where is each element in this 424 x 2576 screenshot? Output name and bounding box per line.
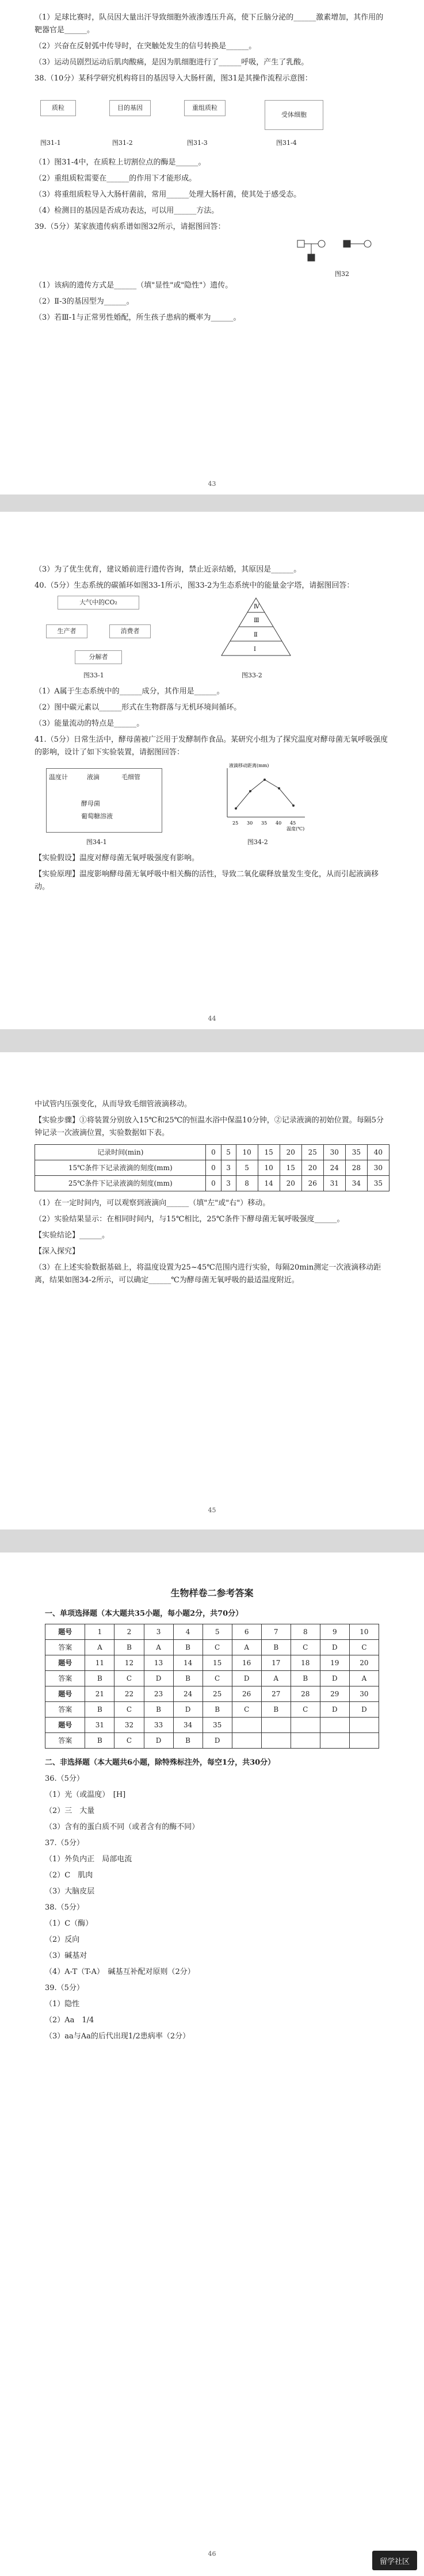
page-number: 45 — [208, 1506, 216, 1514]
row-label: 25℃条件下记录液滴的刻度(mm) — [35, 1176, 206, 1191]
answer-cell: B — [85, 1733, 114, 1749]
apparatus-label: 葡萄糖溶液 — [81, 812, 113, 820]
answer-cell: 3 — [144, 1624, 173, 1640]
fig33-1-label: 图33-1 — [83, 672, 104, 679]
q39-line: （3）若Ⅲ-1与正常男性婚配，所生孩子患病的概率为______。 — [35, 313, 241, 322]
table-header: 25 — [301, 1145, 323, 1160]
table-cell: 28 — [345, 1160, 367, 1176]
answer-cell: 9 — [320, 1624, 349, 1640]
answer-cell: 2 — [114, 1624, 144, 1640]
figure-32 — [35, 237, 389, 277]
answer-cell: 5 — [203, 1624, 232, 1640]
answer-cell — [320, 1733, 349, 1749]
answer-line: （4）A-T（T-A） 碱基互补配对原则（2分） — [45, 1968, 195, 1976]
answer-cell: 12 — [114, 1655, 144, 1671]
answer-cell: 6 — [232, 1624, 261, 1640]
apparatus-label: 温度计 — [49, 773, 68, 781]
answer-cell — [232, 1718, 261, 1733]
page-number: 44 — [208, 1015, 216, 1022]
table-cell: 24 — [323, 1160, 345, 1176]
fig33-2-label: 图33-2 — [242, 672, 262, 679]
answer-cell: 13 — [144, 1655, 173, 1671]
answer-cell: 14 — [173, 1655, 203, 1671]
answer-cell: 34 — [173, 1718, 203, 1733]
answer-cell: B — [144, 1702, 173, 1718]
answer-cell: B — [291, 1671, 320, 1686]
row-label: 答案 — [45, 1702, 85, 1718]
fig31-box-4: 受体细胞 — [265, 100, 323, 130]
answer-cell: 21 — [85, 1686, 114, 1702]
answer-line: （2）C 肌肉 — [45, 1871, 93, 1880]
x-tick: 30 — [247, 821, 253, 826]
answer-cell: 25 — [203, 1686, 232, 1702]
table-cell: 30 — [367, 1160, 389, 1176]
table-header: 15 — [258, 1145, 280, 1160]
answer-cell: C — [114, 1671, 144, 1686]
fig31-label-2: 图31-2 — [112, 139, 133, 147]
answer-line: （3）大脑皮层 — [45, 1887, 95, 1896]
page-2 — [0, 512, 424, 1029]
fig32-label: 图32 — [335, 270, 349, 278]
page-number: 46 — [208, 2550, 216, 2558]
data-table — [35, 1144, 389, 1191]
table-cell: 0 — [206, 1160, 221, 1176]
question-line: 【深入探究】 — [35, 1247, 80, 1256]
answer-cell: B — [173, 1733, 203, 1749]
site-logo: 留学社区 — [372, 2551, 417, 2570]
fig31-label-1: 图31-1 — [40, 139, 61, 147]
answer-cell — [291, 1718, 320, 1733]
answer-cell: C — [232, 1702, 261, 1718]
answer-line: （1）外负内正 局部电流 — [45, 1855, 132, 1864]
table-header: 0 — [206, 1145, 221, 1160]
q39-line: （1）该病的遗传方式是______（填"显性"或"隐性"）遗传。 — [35, 281, 233, 290]
fig31-box-3: 重组质粒 — [184, 100, 226, 116]
answer-row — [45, 1655, 379, 1671]
x-tick: 35 — [261, 821, 268, 826]
table-cell: 20 — [301, 1160, 323, 1176]
answer-cell — [349, 1733, 379, 1749]
table-header: 记录时间(min) — [35, 1145, 206, 1160]
answer-cell: D — [144, 1671, 173, 1686]
row-label: 题号 — [45, 1655, 85, 1671]
answer-cell: C — [349, 1640, 379, 1655]
answer-cell: 24 — [173, 1686, 203, 1702]
table-cell: 20 — [280, 1176, 301, 1191]
answer-cell: B — [85, 1702, 114, 1718]
answer-cell: D — [173, 1702, 203, 1718]
answer-cell — [291, 1733, 320, 1749]
table-cell: 10 — [258, 1160, 280, 1176]
answer-line: 38.（5分） — [45, 1903, 84, 1912]
fig31-box-1: 质粒 — [40, 100, 76, 116]
page-separator — [0, 1529, 424, 1552]
answer-line: （1）C（酶） — [45, 1919, 93, 1928]
apparatus-label: 毛细管 — [121, 773, 140, 781]
answer-line: （2）反向 — [45, 1935, 80, 1944]
q40-intro: 40.（5分）生态系统的碳循环如图33-1所示，图33-2为生态系统中的能量金字塔，请据图回答： — [35, 581, 354, 590]
table-cell: 31 — [323, 1176, 345, 1191]
answer-cell: B — [173, 1640, 203, 1655]
answer-cell: A — [232, 1640, 261, 1655]
q40-line: （3）能量流动的特点是______。 — [35, 719, 144, 728]
hypothesis: 【实验假设】温度对酵母菌无氧呼吸强度有影响。 — [35, 854, 200, 862]
figure-33 — [35, 596, 389, 682]
table-cell: 34 — [345, 1176, 367, 1191]
answer-cell: C — [203, 1640, 232, 1655]
q41-intro: 41.（5分）日常生活中，酵母菌被广泛用于发酵制作食品。某研究小组为了探究温度对酵母菌无氧呼吸强度的影响，设计了如下实验装置，请据图回答： — [35, 735, 388, 757]
answer-cell: 16 — [232, 1655, 261, 1671]
pedigree-chart — [292, 237, 384, 268]
answer-cell: 19 — [320, 1655, 349, 1671]
q38-line: （2）重组质粒需要在______的作用下才能形成。 — [35, 174, 197, 183]
table-cell: 0 — [206, 1176, 221, 1191]
answer-cell: 8 — [291, 1624, 320, 1640]
table-cell: 26 — [301, 1176, 323, 1191]
question-line: （3）在上述实验数据基础上，将温度设置为25~45℃范围内进行实验，每隔20min测定一次液滴移动距离，结果如图34-2所示，可以确定______℃为酵母菌无氧呼吸的最适温度附近。 — [35, 1263, 381, 1285]
answer-cell: D — [320, 1640, 349, 1655]
q38-line: （3）将重组质粒导入大肠杆菌前，常用______处理大肠杆菌，使其处于感受态。 — [35, 190, 301, 199]
q39-intro: 39.（5分）某家族遗传病系谱如图32所示，请据图回答： — [35, 223, 226, 231]
answer-cell: C — [291, 1702, 320, 1718]
answer-cell: B — [85, 1671, 114, 1686]
answer-cell: 26 — [232, 1686, 261, 1702]
section-heading: 二、非选择题（本大题共6小题，除特殊标注外，每空1分，共30分） — [45, 1758, 276, 1767]
answer-line: （2）Aa 1/4 — [45, 2016, 94, 2025]
answer-cell: A — [144, 1640, 173, 1655]
answer-line: 39.（5分） — [45, 1984, 84, 1992]
answer-cell: 17 — [261, 1655, 291, 1671]
fig33-box-4: 分解者 — [75, 650, 122, 664]
table-header: 5 — [221, 1145, 236, 1160]
page-1 — [0, 0, 424, 494]
table-header: 20 — [280, 1145, 301, 1160]
apparatus-drawing — [46, 768, 162, 833]
fig34-2-label: 图34-2 — [247, 838, 268, 846]
question-line: （1）在一定时间内，可以观察到液滴向______（填"左"或"右"）移动。 — [35, 1199, 270, 1208]
answer-cell: C — [114, 1733, 144, 1749]
answer-cell: C — [114, 1702, 144, 1718]
intro-line: 中试管内压强变化，从而导致毛细管液滴移动。 — [35, 1100, 192, 1109]
answer-row — [45, 1718, 379, 1733]
row-label: 题号 — [45, 1718, 85, 1733]
answer-line: （1）光（或温度） [H] — [45, 1791, 126, 1799]
fig33-box-2: 生产者 — [46, 624, 87, 638]
answer-title: 生物样卷二参考答案 — [170, 1588, 254, 1598]
pyramid-level: Ⅱ — [254, 632, 258, 638]
answer-line: （3）含有的蛋白质不同（或者含有的酶不同） — [45, 1823, 200, 1831]
q37-line: （3）运动员剧烈运动后肌肉酸痛，是因为肌细胞进行了______呼吸，产生了乳酸。 — [35, 58, 309, 67]
fig31-box-2: 目的基因 — [109, 100, 151, 116]
table-header: 10 — [236, 1145, 258, 1160]
principle: 【实验原理】温度影响酵母菌无氧呼吸中相关酶的活性，导致二氧化碳释放量发生变化，从而引起液滴移动。 — [35, 870, 379, 891]
answer-line: （3）aa与Aa的后代出现1/2患病率（2分） — [45, 2032, 190, 2041]
answer-cell: 1 — [85, 1624, 114, 1640]
table-cell: 35 — [367, 1176, 389, 1191]
answer-cell: 20 — [349, 1655, 379, 1671]
answer-line: （3）碱基对 — [45, 1952, 87, 1960]
q37-line: （2）兴奋在反射弧中传导时，在突触处发生的信号转换是______。 — [35, 42, 257, 51]
table-header: 30 — [323, 1145, 345, 1160]
q39-line: （2）Ⅱ-3的基因型为______。 — [35, 297, 134, 306]
y-axis-label: 液滴移动距离(mm) — [229, 763, 269, 768]
fig33-box-1: 大气中的CO₂ — [58, 596, 139, 610]
answer-row — [45, 1671, 379, 1686]
energy-pyramid — [219, 596, 293, 659]
row-label: 题号 — [45, 1686, 85, 1702]
pyramid-level: Ⅲ — [254, 618, 259, 624]
answer-cell: 22 — [114, 1686, 144, 1702]
answer-cell: D — [320, 1671, 349, 1686]
answer-cell: 33 — [144, 1718, 173, 1733]
table-header-row — [35, 1145, 389, 1160]
answer-cell: B — [114, 1640, 144, 1655]
apparatus-label: 液滴 — [87, 773, 100, 781]
answer-cell: B — [261, 1640, 291, 1655]
answer-cell — [261, 1718, 291, 1733]
answer-cell: 31 — [85, 1718, 114, 1733]
pyramid-level: Ⅰ — [254, 646, 256, 653]
answer-row — [45, 1686, 379, 1702]
answer-line: 37.（5分） — [45, 1839, 84, 1847]
table-cell: 14 — [258, 1176, 280, 1191]
answer-row — [45, 1733, 379, 1749]
table-row — [35, 1160, 389, 1176]
row-label: 答案 — [45, 1671, 85, 1686]
answer-cell: B — [203, 1702, 232, 1718]
answer-cell: 4 — [173, 1624, 203, 1640]
answer-cell: A — [349, 1671, 379, 1686]
table-cell: 3 — [221, 1160, 236, 1176]
answer-row — [45, 1624, 379, 1640]
fig31-label-4: 图31-4 — [276, 139, 297, 147]
page-3 — [0, 1052, 424, 1529]
answer-cell — [232, 1733, 261, 1749]
answer-cell — [320, 1718, 349, 1733]
answer-cell: B — [261, 1702, 291, 1718]
answer-cell: 27 — [261, 1686, 291, 1702]
q37-line: （1）足球比赛时，队员因大量出汗导致细胞外液渗透压升高，使下丘脑分泌的______激素增加，其作用的靶器官是______。 — [35, 13, 384, 34]
answer-cell: B — [173, 1671, 203, 1686]
question-line: （2）实验结果显示：在相同时间内，与15℃相比，25℃条件下酵母菌无氧呼吸强度______。 — [35, 1215, 345, 1224]
table-header: 35 — [345, 1145, 367, 1160]
answer-cell: 10 — [349, 1624, 379, 1640]
row-label: 15℃条件下记录液滴的刻度(mm) — [35, 1160, 206, 1176]
answer-cell: A — [85, 1640, 114, 1655]
x-tick: 25 — [232, 821, 239, 826]
answer-cell: 29 — [320, 1686, 349, 1702]
table-cell: 3 — [221, 1176, 236, 1191]
table-row — [35, 1176, 389, 1191]
answer-cell: D — [349, 1702, 379, 1718]
section-heading: 一、单项选择题（本大题共35小题，每小题2分，共70分） — [45, 1609, 243, 1618]
pyramid-level: Ⅳ — [254, 604, 259, 610]
answer-cell: D — [203, 1733, 232, 1749]
answer-cell: 28 — [291, 1686, 320, 1702]
apparatus-label: 酵母菌 — [81, 800, 100, 807]
answer-cell: 7 — [261, 1624, 291, 1640]
answer-cell — [349, 1718, 379, 1733]
answer-cell: D — [232, 1671, 261, 1686]
q40-line: （1）A属于生态系统中的______成分，其作用是______。 — [35, 687, 224, 696]
answer-line: （1）隐性 — [45, 2000, 80, 2008]
row-label: 题号 — [45, 1624, 85, 1640]
answer-cell: D — [144, 1733, 173, 1749]
row-label: 答案 — [45, 1640, 85, 1655]
q38-line: （1）图31-4中，在质粒上切割位点的酶是______。 — [35, 158, 206, 167]
intro-line: 【实验步骤】①将装置分别放入15℃和25℃的恒温水浴中保温10分钟，②记录液滴的初始位置。每隔5分钟记录一次液滴位置，实验数据如下表。 — [35, 1116, 384, 1137]
answer-cell: D — [320, 1702, 349, 1718]
answer-row — [45, 1702, 379, 1718]
q38-intro: 38.（10分）某科学研究机构将目的基因导入大肠杆菌，图31是其操作流程示意图： — [35, 74, 312, 83]
answer-cell: 23 — [144, 1686, 173, 1702]
answer-cell: C — [203, 1671, 232, 1686]
x-tick: 40 — [276, 821, 282, 826]
answer-line: （2）三 大量 — [45, 1807, 95, 1815]
page-4 — [0, 1552, 424, 2576]
answer-line: 36.（5分） — [45, 1774, 84, 1783]
page-number: 43 — [208, 480, 216, 488]
answer-cell: 11 — [85, 1655, 114, 1671]
fig33-box-3: 消费者 — [109, 624, 151, 638]
table-cell: 8 — [236, 1176, 258, 1191]
page-separator — [0, 494, 424, 512]
table-cell: 15 — [280, 1160, 301, 1176]
q40-line: （2）图中碳元素以______形式在生物群落与无机环境间循环。 — [35, 703, 242, 712]
answer-table — [45, 1624, 379, 1749]
answer-row — [45, 1640, 379, 1655]
table-header: 40 — [367, 1145, 389, 1160]
answer-cell: C — [291, 1640, 320, 1655]
answer-cell: 30 — [349, 1686, 379, 1702]
x-axis-label: 温度(℃) — [287, 826, 305, 831]
table-cell: 5 — [236, 1160, 258, 1176]
q38-line: （4）检测目的基因是否成功表达，可以用______方法。 — [35, 206, 219, 215]
page-separator — [0, 1029, 424, 1052]
answer-cell: 18 — [291, 1655, 320, 1671]
figure-34 — [35, 762, 389, 849]
question-line: 【实验结论】______。 — [35, 1231, 110, 1240]
answer-cell: 15 — [203, 1655, 232, 1671]
answer-cell: 35 — [203, 1718, 232, 1733]
figure-31 — [35, 89, 389, 152]
answer-cell — [261, 1733, 291, 1749]
answer-cell: 32 — [114, 1718, 144, 1733]
x-tick: 45 — [290, 821, 296, 826]
answer-cell: A — [261, 1671, 291, 1686]
fig34-2-chart — [213, 762, 311, 831]
fig31-label-3: 图31-3 — [187, 139, 208, 147]
intro-line: （3）为了优生优育，建议婚前进行遗传咨询，禁止近亲结婚，其原因是______。 — [35, 565, 301, 574]
fig34-1-label: 图34-1 — [86, 838, 107, 846]
row-label: 答案 — [45, 1733, 85, 1749]
